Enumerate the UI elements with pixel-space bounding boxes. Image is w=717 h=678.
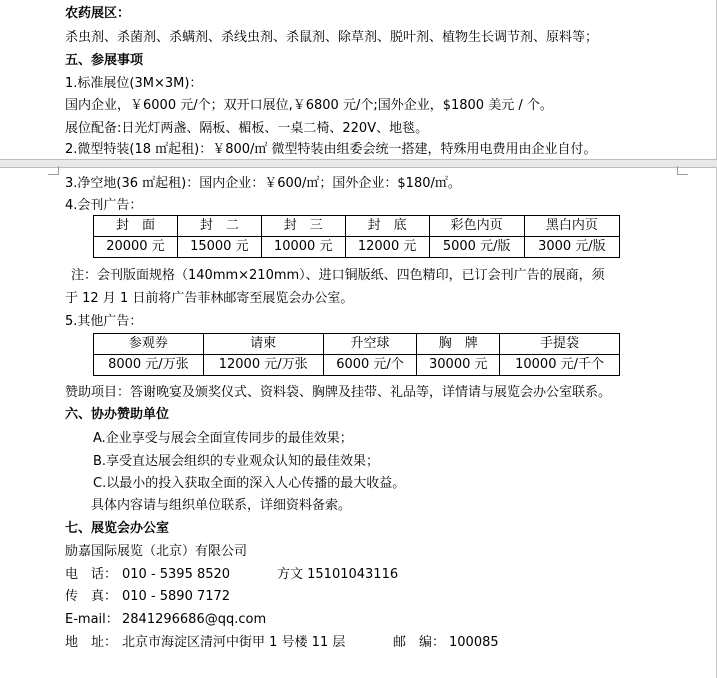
pesticide-heading: 农药展区：	[65, 6, 131, 21]
company-name: 励嘉国际展览（北京）有限公司	[65, 544, 248, 559]
standard-booth-title: 1.标准展位(3M×3M)：	[65, 76, 203, 91]
table-cell: 黑白内页	[524, 216, 619, 237]
margin-corner-mark-right	[677, 166, 688, 175]
table-cell: 30000 元	[417, 355, 500, 376]
table-cell: 6000 元/个	[323, 355, 417, 376]
other-ads-title: 5.其他广告：	[65, 314, 143, 329]
journal-note-line-1: 注：会刊版面规格（140mm×210mm）、进口铜版纸、四色精印，已订会刊广告的展商，须	[71, 268, 605, 283]
journal-note-line-2: 于 12 月 1 日前将广告菲林邮寄至展览会办公室。	[65, 291, 354, 306]
benefit-b: B.享受直达展会组织的专业观众认知的最佳效果；	[93, 454, 380, 469]
other-ads-table	[93, 333, 620, 376]
journal-ads-title: 4.会刊广告：	[65, 198, 143, 213]
fax-label: 传 真：	[65, 589, 118, 604]
table-cell: 升空球	[323, 334, 417, 355]
raw-space-text: 3.净空地(36 ㎡起租)：国内企业：￥600/㎡；国外企业：$180/㎡。	[65, 176, 461, 191]
table-row	[94, 237, 620, 258]
postcode-label: 邮 编：	[393, 635, 446, 650]
fax-value: 010 - 5890 7172	[122, 589, 231, 604]
table-header-row	[94, 334, 620, 355]
address-value: 北京市海淀区清河中街甲 1 号楼 11 层	[122, 635, 346, 650]
table-cell: 手提袋	[500, 334, 620, 355]
table-cell: 封 三	[261, 216, 345, 237]
table-cell: 12000 元	[345, 237, 429, 258]
table-cell: 封 二	[177, 216, 261, 237]
benefit-a: A.企业享受与展会全面宣传同步的最佳效果；	[93, 431, 353, 446]
email-label: E-mail：	[65, 612, 119, 627]
sponsorship-text: 赞助项目：答谢晚宴及颁奖仪式、资料袋、胸牌及挂带、礼品等，详情请与展览会办公室联系。	[65, 385, 612, 400]
table-cell: 12000 元/万张	[203, 355, 323, 376]
table-cell: 封 底	[345, 216, 429, 237]
table-header-row	[94, 216, 620, 237]
table-cell: 彩色内页	[429, 216, 524, 237]
email-link[interactable]: 2841296686@qq.com	[122, 612, 267, 627]
table-cell: 10000 元/千个	[500, 355, 620, 376]
benefit-c: C.以最小的投入获取全面的深入人心传播的最大收益。	[93, 476, 406, 491]
address-label: 地 址：	[65, 635, 118, 650]
contact-person: 方文 15101043116	[277, 567, 399, 582]
table-cell: 8000 元/万张	[94, 355, 204, 376]
office-heading: 七、展览会办公室	[65, 521, 170, 536]
phone-value: 010 - 5395 8520	[122, 567, 231, 582]
table-cell: 20000 元	[94, 237, 178, 258]
table-cell: 参观券	[94, 334, 204, 355]
booth-price-text: 国内企业，￥6000 元/个；双开口展位,￥6800 元/个;国外企业，$1800 美元 / 个。	[65, 98, 553, 113]
postcode-value: 100085	[449, 635, 499, 650]
table-row	[94, 355, 620, 376]
table-cell: 3000 元/版	[524, 237, 619, 258]
table-cell: 5000 元/版	[429, 237, 524, 258]
table-cell: 请柬	[203, 334, 323, 355]
micro-booth-text: 2.微型特装(18 ㎡起租)：￥800/㎡ 微型特装由组委会统一搭建，特殊用电费用由企业自付。	[65, 142, 597, 157]
participation-heading: 五、参展事项	[65, 53, 144, 68]
journal-ads-table	[93, 215, 620, 258]
pesticide-items: 杀虫剂、杀菌剂、杀螨剂、杀线虫剂、杀鼠剂、除草剂、脱叶剂、植物生长调节剂、原料等；	[65, 30, 599, 45]
table-cell: 胸 牌	[417, 334, 500, 355]
booth-equipment-text: 展位配备:日光灯两盏、隔板、楣板、一桌二椅、220V、地毯。	[65, 121, 429, 136]
co-organizer-heading: 六、协办赞助单位	[65, 407, 170, 422]
co-organizer-details: 具体内容请与组织单位联系，详细资料备索。	[91, 498, 352, 513]
table-cell: 15000 元	[177, 237, 261, 258]
margin-corner-mark-left	[48, 166, 59, 175]
table-cell: 10000 元	[261, 237, 345, 258]
phone-label: 电 话：	[65, 567, 118, 582]
table-cell: 封 面	[94, 216, 178, 237]
